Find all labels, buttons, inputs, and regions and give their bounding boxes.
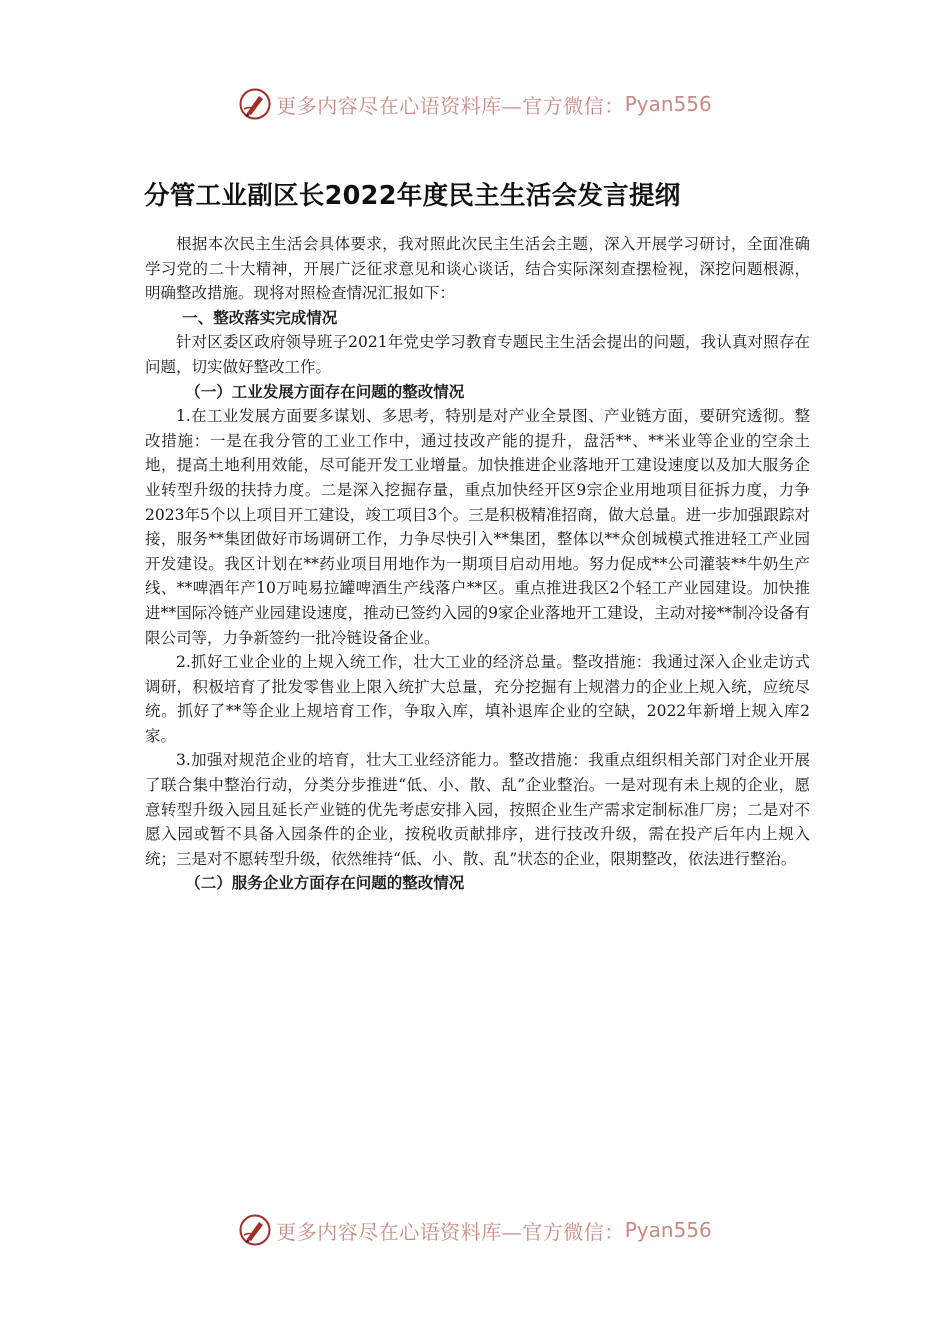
document-title: 分管工业副区长2022年度民主生活会发言提纲 — [144, 181, 681, 211]
watermark-header — [0, 84, 950, 124]
body-paragraph: 针对区委区政府领导班子2021年党史学习教育专题民主生活会提出的问题，我认真对照存在问题，切实做好整改工作。 — [145, 333, 810, 376]
watermark-wechat-id: Pyan556 — [624, 92, 712, 116]
watermark-wechat-id: Pyan556 — [624, 1218, 712, 1242]
section-heading: 一、整改落实完成情况 — [182, 307, 338, 327]
pen-logo-icon — [238, 1213, 272, 1247]
subsection-heading: （一）工业发展方面存在问题的整改情况 — [185, 381, 465, 401]
body-paragraph: 1.在工业发展方面要多谋划、多思考，特别是对产业全景图、产业链方面，要研究透彻。整改措施：一是在我分管的工业工作中，通过技改产能的提升，盘活**、**米业等企业的空余土地，提高土地利用效能，尽可能开发工业增量。加快推进企业落地开工建设速度以及加大服务企业转型升级的扶持力度。二是深入挖掘存量，重点加快经开区9宗企业用地项目征拆力度，力争2023年5个以上项目开工建设，竣工项目3个。三是积极精准招商，做大总量。进一步加强跟踪对接，服务**集团做好市场调研工作，力争尽快引入**集团，整体以**众创城模式推进轻工产业园开发建设。我区计划在**药业项目用地作为一期项目启动用地。努力促成**公司灌装**牛奶生产线、**啤酒年产10万吨易拉罐啤酒生产线落户**区。重点推进我区2个轻工产业园建设。加快推进**国际冷链产业园建设速度，推动已签约入园的9家企业落地开工建设，主动对接**制冷设备有限公司等，力争新签约一批冷链设备企业。 — [145, 407, 810, 647]
watermark-text: 更多内容尽在心语资料库—官方微信： — [276, 1219, 625, 1244]
body-paragraph: 2.抓好工业企业的上规入统工作，壮大工业的经济总量。整改措施：我通过深入企业走访式调研，积极培育了批发零售业上限入统扩大总量，充分挖掘有上规潜力的企业上规入统，应统尽统。抓好了**等企业上规培育工作，争取入库，填补退库企业的空缺，2022年新增上规入库2家。 — [145, 653, 810, 745]
watermark-footer — [0, 1210, 950, 1250]
pen-logo-icon — [238, 87, 272, 121]
subsection-heading: （二）服务企业方面存在问题的整改情况 — [185, 873, 465, 893]
document-body — [145, 232, 810, 896]
intro-paragraph: 根据本次民主生活会具体要求，我对照此次民主生活会主题，深入开展学习研讨，全面准确学习党的二十大精神，开展广泛征求意见和谈心谈话，结合实际深刻查摆检视，深挖问题根源，明确整改措施。现将对照检查情况汇报如下： — [145, 235, 810, 303]
watermark-text: 更多内容尽在心语资料库—官方微信： — [276, 93, 625, 118]
body-paragraph: 3.加强对规范企业的培育，壮大工业经济能力。整改措施：我重点组织相关部门对企业开展了联合集中整治行动，分类分步推进“低、小、散、乱”企业整治。一是对现有未上规的企业，愿意转型升级入园且延长产业链的优先考虑安排入园，按照企业生产需求定制标准厂房；二是对不愿入园或暂不具备入园条件的企业，按税收贡献排序，进行技改升级，需在投产后年内上规入统；三是对不愿转型升级，依然维持“低、小、散、乱”状态的企业，限期整改，依法进行整治。 — [145, 751, 810, 868]
